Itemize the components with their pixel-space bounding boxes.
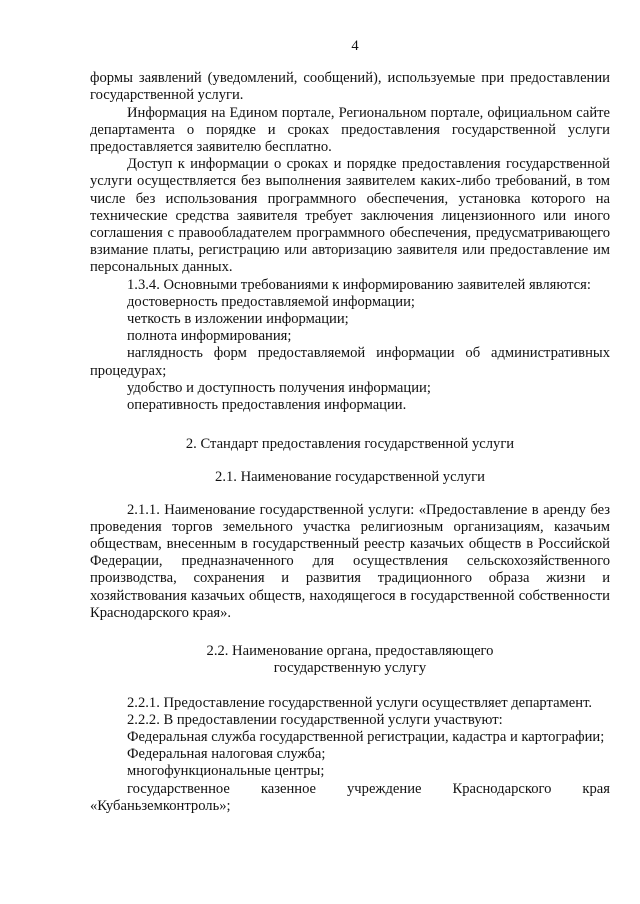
requirement-item: оперативность предоставления информации.: [127, 397, 407, 414]
participant-item: Федеральная служба государственной регистрации, кадастра и картографии;: [127, 728, 605, 745]
requirement-item: наглядность форм предоставляемой информации об административных процедурах;: [90, 345, 610, 379]
paragraph-requirements-intro: 1.3.4. Основными требованиями к информированию заявителей являются:: [127, 276, 591, 293]
participant-item: Федеральная налоговая служба;: [127, 746, 326, 763]
requirement-item: удобство и доступность получения информации;: [127, 379, 431, 396]
section-heading: 2. Стандарт предоставления государственной услуги: [185, 436, 515, 453]
paragraph-department: 2.2.1. Предоставление государственной услуги осуществляет департамент.: [127, 694, 593, 711]
participant-item: многофункциональные центры;: [127, 763, 325, 780]
subsection-heading-line: 2.2. Наименование органа, предоставляющего: [206, 643, 494, 660]
requirement-item: достоверность предоставляемой информации;: [127, 293, 415, 310]
paragraph-forms: формы заявлений (уведомлений, сообщений), используемые при предоставлении государственной услуги.: [90, 70, 610, 104]
subsection-heading-line: государственную услугу: [273, 660, 427, 677]
paragraph-participants-intro: 2.2.2. В предоставлении государственной услуги участвуют:: [127, 711, 503, 728]
participant-item: государственное казенное учреждение Краснодарского края «Кубаньземконтроль»;: [90, 780, 610, 814]
requirement-item: четкость в изложении информации;: [127, 311, 349, 328]
subsection-heading: [90, 643, 610, 677]
subsection-heading: 2.1. Наименование государственной услуги: [215, 469, 485, 486]
paragraph-portal-info: Информация на Едином портале, Региональном портале, официальном сайте департамента о порядке и сроках предоставления государственной услуги предоставляется заявителю бесплатно.: [90, 104, 610, 156]
paragraph-access-info: Доступ к информации о сроках и порядке предоставления государственной услуги осуществляется без выполнения заявителем каких-либо требований, в том числе без использования программного обеспечения, установка которого на технические средства заявителя требует заключения лицензионного или иного соглашения с правообладателем программного обеспечения, предусматривающего взимание платы, регистрацию или авторизацию заявителя или предоставление им персональных данных.: [90, 156, 610, 276]
paragraph-service-name: 2.1.1. Наименование государственной услуги: «Предоставление в аренду без проведения торгов земельного участка религиозным организациям, казачьим обществам, внесенным в государственный реестр казачьих обществ в Российской Федерации, предназначенного для осуществления сельскохозяйственного производства, сохранения и развития традиционного образа жизни и хозяйствования казачьих обществ, находящегося в государственной собственности Краснодарского края».: [90, 501, 610, 621]
requirement-item: полнота информирования;: [127, 328, 292, 345]
page-number: 4: [351, 38, 359, 54]
